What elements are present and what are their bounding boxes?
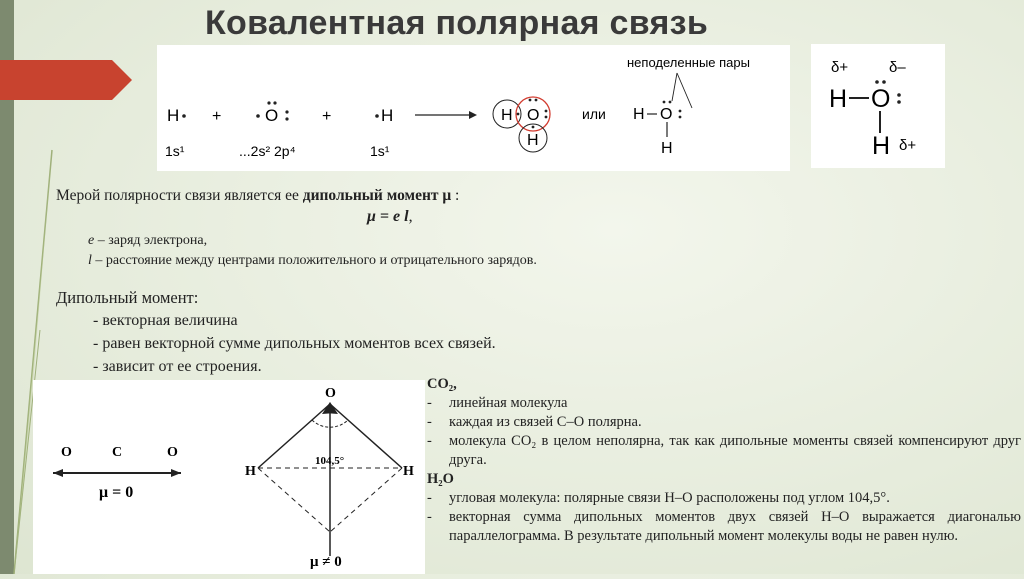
co2-point-1: - линейная молекула	[427, 395, 568, 411]
partial-charges-panel	[811, 44, 945, 168]
config-o: ...2s² 2p⁴	[239, 143, 296, 159]
orbital-o: O	[527, 107, 540, 124]
formation-scheme-panel	[157, 45, 790, 171]
h2o-heading: H₂O	[427, 471, 454, 487]
h2o-point-1: - угловая молекула: полярные связи H–O расположены под углом 104,5°.	[427, 490, 890, 506]
delta-plus-1: δ+	[831, 59, 849, 76]
co2-mu: μ = 0	[99, 484, 134, 501]
h2o-angle: 104,5°	[315, 455, 345, 467]
vector-diagram-panel	[33, 380, 425, 574]
orbital-h-bottom: H	[527, 132, 539, 149]
h2o-h-right: H	[403, 464, 414, 479]
definition-e: e – заряд электрона,	[88, 233, 208, 248]
config-h2: 1s¹	[370, 143, 390, 159]
or-label: или	[582, 106, 606, 122]
delta-minus: δ–	[889, 59, 906, 76]
scheme-plus-2: +	[322, 108, 332, 125]
partial-h-left: H	[829, 85, 848, 113]
partial-h-bottom: H	[872, 132, 891, 160]
unshared-pairs-label: неподеленные пары	[627, 55, 750, 70]
vector-diagram-svg	[33, 380, 425, 574]
partial-o: O	[871, 85, 891, 113]
partial-charges-svg	[811, 44, 945, 168]
delta-plus-2: δ+	[899, 137, 917, 154]
definition-l: l – расстояние между центрами положительного и отрицательного зарядов.	[88, 253, 537, 268]
co2-point-2: - каждая из связей C–O полярна.	[427, 414, 642, 430]
dipole-item-1: - векторная величина	[93, 312, 238, 329]
scheme-h1: H	[167, 106, 180, 125]
co2-o-right: O	[167, 445, 178, 460]
scheme-h2: H	[381, 106, 394, 125]
h2o-h-left: H	[245, 464, 256, 479]
scheme-o: O	[265, 106, 279, 125]
struct-o: O	[660, 106, 673, 123]
dipole-heading: Дипольный момент:	[56, 288, 199, 307]
dipole-formula: μ = e l,	[367, 208, 413, 225]
orbital-h-left: H	[501, 107, 513, 124]
co2-heading: CO₂,	[427, 376, 457, 392]
co2-point-3: - молекула CO₂ в целом неполярна, так как дипольные моменты связей компенсируют друг друга.	[427, 433, 1021, 468]
struct-h-left: H	[633, 106, 645, 123]
slide-title: Ковалентная полярная связь	[205, 4, 709, 42]
dipole-item-2: - равен векторной сумме дипольных моментов всех связей.	[93, 335, 496, 352]
dipole-item-3: - зависит от ее строения.	[93, 358, 262, 375]
reaction-arrow	[469, 111, 477, 119]
h2o-mu: μ ≠ 0	[310, 554, 342, 570]
scheme-plus-1: +	[212, 108, 222, 125]
dipole-intro: Мерой полярности связи является ее дипольный момент μ :	[56, 187, 460, 204]
struct-h-bottom: H	[661, 140, 673, 157]
co2-c: C	[112, 445, 123, 460]
co2-o-left: O	[61, 445, 72, 460]
config-h1: 1s¹	[165, 143, 185, 159]
explanation-block	[427, 375, 1021, 546]
formation-scheme-svg	[157, 45, 790, 171]
title-arrow-marker	[0, 60, 132, 100]
h2o-point-2: - векторная сумма дипольных моментов двух связей H–O выражается диагональю параллелограмма. В результате дипольный момент молекулы воды не равен нулю.	[427, 509, 1021, 544]
h2o-o: O	[325, 386, 336, 401]
